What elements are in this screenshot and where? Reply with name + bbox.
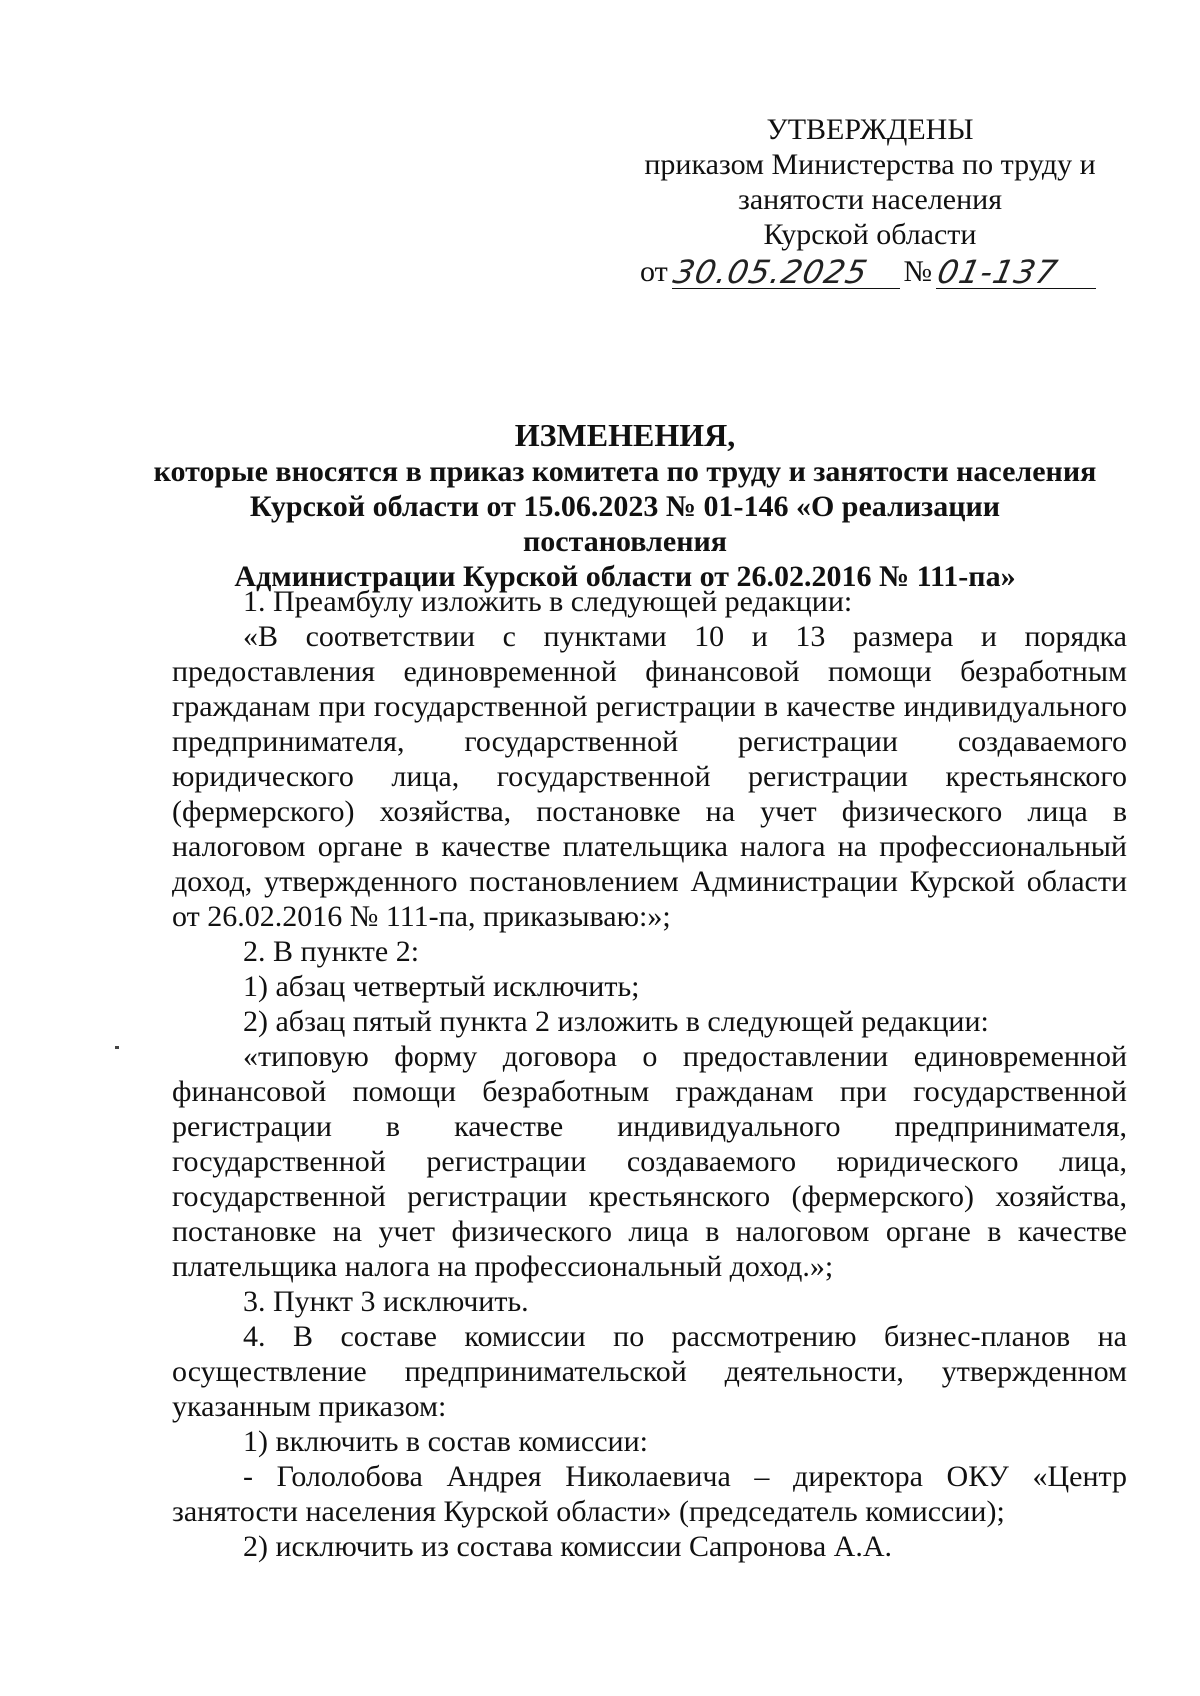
approval-line-ministry: приказом Министерства по труду и (644, 148, 1096, 181)
approval-line-employment: занятости населения (737, 183, 1003, 216)
handwritten-date: 30.05.2025 (669, 253, 872, 291)
number-prefix: № (903, 255, 933, 288)
paragraph: 2. В пункте 2: (243, 935, 420, 968)
date-prefix: от (640, 255, 668, 288)
scan-artifact-dot (115, 1046, 119, 1049)
approval-date-number-line (640, 254, 1100, 289)
title-line-3: Администрации Курской области от 26.02.2016 № 111-па» (234, 560, 1016, 593)
title-main: ИЗМЕНЕНИЯ, (514, 417, 736, 453)
title-line-2: Курской области от 15.06.2023 № 01-146 «О реализации постановления (249, 490, 1001, 558)
date-field (669, 253, 900, 291)
paragraph: 2) исключить из состава комиссии Сапронова А.А. (243, 1530, 892, 1563)
document-body (172, 584, 1127, 1564)
handwritten-number: 01-137 (934, 253, 1062, 291)
paragraph: 1. Преамбулу изложить в следующей редакции: (243, 585, 853, 618)
approval-stamp-block (640, 112, 1100, 289)
paragraph: «типовую форму договора о предоставлении единовременной финансовой помощи безработным гражданам при государственной регистрации в качестве индивидуального предпринимателя, государственной регистрации создаваемого юридического лица, государственной регистрации крестьянского (фермерского) хозяйства, постановке на учет физического лица в налоговом органе в качестве плательщика налога на профессиональный доход.»; (172, 1040, 1127, 1283)
paragraph: 3. Пункт 3 исключить. (243, 1285, 529, 1318)
paragraph: 1) абзац четвертый исключить; (243, 970, 640, 1003)
number-field (934, 253, 1096, 291)
paragraph: - Гололобова Андрея Николаевича – директора ОКУ «Центр занятости населения Курской области» (председатель комиссии); (172, 1460, 1127, 1528)
paragraph: 4. В составе комиссии по рассмотрению бизнес-планов на осуществление предпринимательской деятельности, утвержденном указанным приказом: (172, 1320, 1127, 1423)
paragraph: 2) абзац пятый пункта 2 изложить в следующей редакции: (243, 1005, 989, 1038)
document-title (150, 418, 1100, 594)
approval-heading: УТВЕРЖДЕНЫ (766, 113, 974, 146)
paragraph: «В соответствии с пунктами 10 и 13 размера и порядка предоставления единовременной финансовой помощи безработным гражданам при государственной регистрации в качестве индивидуального предпринимателя, государственной регистрации создаваемого юридического лица, государственной регистрации крестьянского (фермерского) хозяйства, постановке на учет физического лица в налоговом органе в качестве плательщика налога на профессиональный доход, утвержденного постановлением Администрации Курской области от 26.02.2016 № 111-па, приказываю:»; (172, 620, 1127, 933)
paragraph: 1) включить в состав комиссии: (243, 1425, 648, 1458)
approval-line-region: Курской области (763, 218, 977, 251)
title-line-1: которые вносятся в приказ комитета по труду и занятости населения (153, 455, 1097, 488)
